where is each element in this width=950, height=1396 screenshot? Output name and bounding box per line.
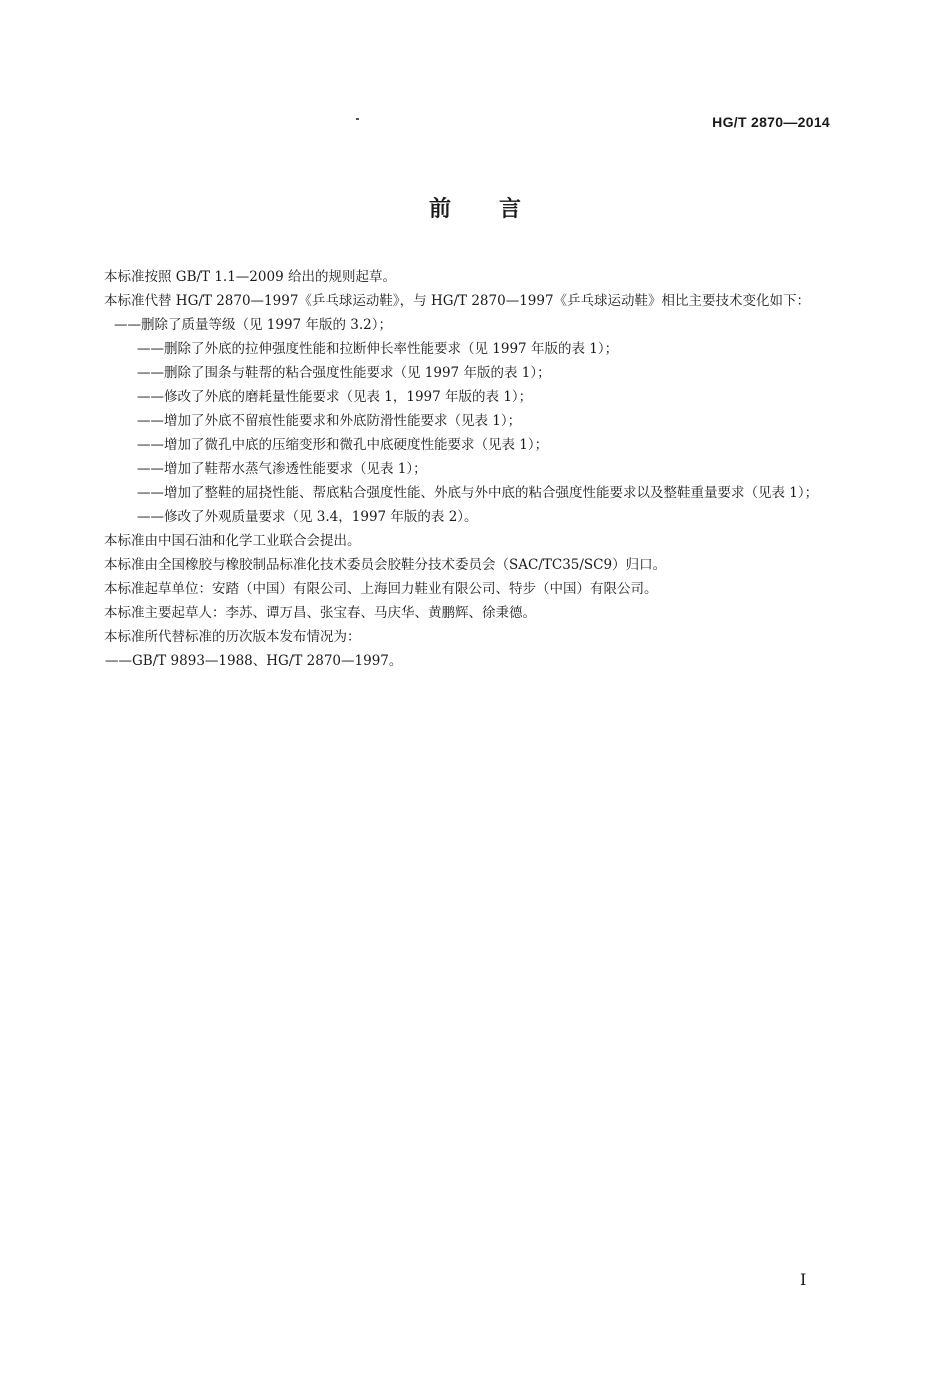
list-item: ——修改了外观质量要求（见 3.4，1997 年版的表 2）。: [137, 509, 478, 525]
list-item: ——删除了围条与鞋帮的粘合强度性能要求（见 1997 年版的表 1）；: [137, 365, 551, 381]
list-item: ——增加了外底不留痕性能要求和外底防滑性能要求（见表 1）；: [137, 413, 522, 429]
proposed-by-paragraph: 本标准由中国石油和化学工业联合会提出。: [104, 533, 361, 549]
history-intro-paragraph: 本标准所代替标准的历次版本发布情况为：: [104, 629, 361, 645]
replaces-paragraph: 本标准代替 HG/T 2870—1997《乒乓球运动鞋》，与 HG/T 2870—1997《乒乓球运动鞋》相比主要技术变化如下：: [104, 293, 811, 309]
list-item: ——修改了外底的磨耗量性能要求（见表 1，1997 年版的表 1）；: [137, 389, 533, 405]
foreword-body: [74, 265, 834, 673]
managed-by-paragraph: 本标准由全国橡胶与橡胶制品标准化技术委员会胶鞋分技术委员会（SAC/TC35/SC9）归口。: [104, 557, 667, 573]
list-item: ——删除了质量等级（见 1997 年版的 3.2）；: [114, 317, 392, 333]
list-item: ——增加了整鞋的屈挠性能、帮底粘合强度性能、外底与外中底的粘合强度性能要求以及整鞋重量要求（见表 1）；: [137, 485, 819, 501]
list-item: ——增加了微孔中底的压缩变形和微孔中底硬度性能要求（见表 1）；: [137, 437, 549, 453]
list-item: ——删除了外底的拉伸强度性能和拉断伸长率性能要求（见 1997 年版的表 1）；: [137, 341, 619, 357]
basis-paragraph: 本标准按照 GB/T 1.1—2009 给出的规则起草。: [104, 269, 396, 285]
standard-code: HG/T 2870—2014: [712, 114, 830, 130]
page-number: I: [800, 1270, 807, 1289]
drafters-paragraph: 本标准主要起草人：李苏、谭万昌、张宝春、马庆华、黄鹏辉、徐秉德。: [104, 605, 536, 621]
scan-speck: [356, 118, 359, 120]
history-list: ——GB/T 9893—1988、HG/T 2870—1997。: [105, 653, 403, 669]
page-title: 前言: [428, 197, 569, 222]
drafting-units-paragraph: 本标准起草单位：安踏（中国）有限公司、上海回力鞋业有限公司、特步（中国）有限公司。: [104, 581, 658, 597]
list-item: ——增加了鞋帮水蒸气渗透性能要求（见表 1）；: [137, 461, 427, 477]
changes-list: [74, 313, 834, 529]
